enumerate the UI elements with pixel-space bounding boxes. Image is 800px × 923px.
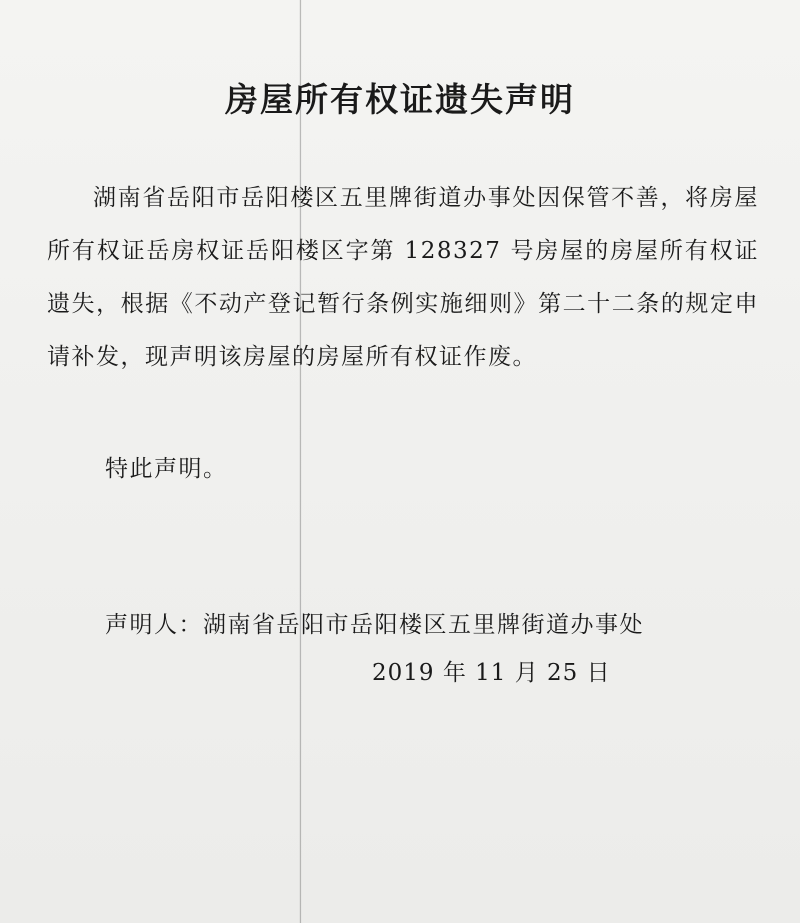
statement-body: 湖南省岳阳市岳阳楼区五里牌街道办事处因保管不善，将房屋所有权证岳房权证岳阳楼区字第 128327 号房屋的房屋所有权证遗失，根据《不动产登记暂行条例实施细则》第二十二条的规定申请补发，现声明该房屋的房屋所有权证作废。: [47, 185, 759, 370]
closing-phrase: 特此声明。: [105, 456, 228, 482]
document-title: 房屋所有权证遗失声明: [225, 80, 575, 119]
paper-fold-line: [300, 0, 301, 923]
statement-date: 2019 年 11 月 25 日: [372, 660, 611, 686]
declarant-line: 声明人：湖南省岳阳市岳阳楼区五里牌街道办事处: [105, 612, 644, 638]
